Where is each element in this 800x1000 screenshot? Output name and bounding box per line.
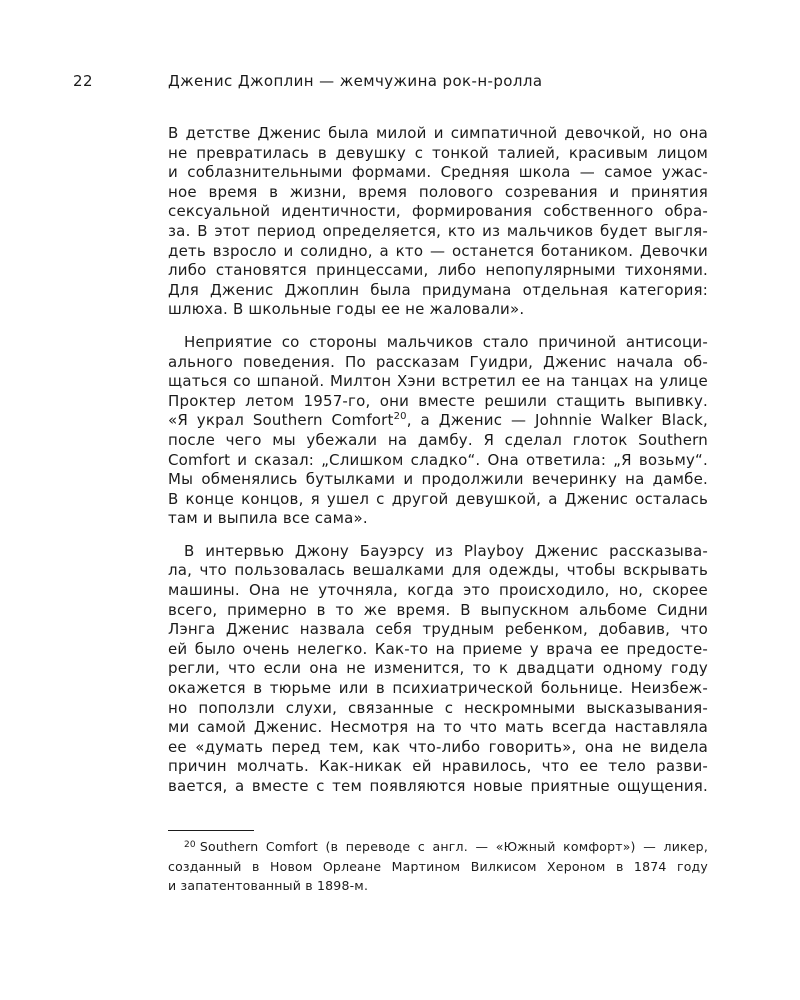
- text-line: ми самой Дженис. Несмотря на то что мать всегда наставляла: [168, 718, 708, 737]
- text-line: окажется в тюрьме или в психиатрической больнице. Неизбеж-: [168, 679, 708, 698]
- footnote-line: и запатентованный в 1898-м.: [168, 878, 369, 894]
- text-line-with-footnote-ref: [168, 411, 708, 431]
- text-line: ла, что пользовалась вешалками для одежды, чтобы вскрывать: [168, 561, 708, 580]
- text-line: сексуальной идентичности, формирования собственного обра-: [168, 202, 708, 221]
- page-number: 22: [73, 72, 94, 90]
- text-line: ей было очень нелегко. Как-то на приеме у врача ее предосте-: [168, 639, 708, 658]
- footnote-reference[interactable]: 20: [393, 411, 407, 423]
- text-line: Проктер летом 1957-го, они вместе решили стащить выпивку.: [168, 391, 708, 410]
- footnote-text: Southern Comfort (в переводе с англ. — «Южный комфорт») — ликер,: [199, 839, 708, 854]
- footnote-line: [168, 837, 708, 857]
- text-line: В детстве Дженис была милой и симпатичной девочкой, но она: [168, 124, 708, 142]
- footnote-line: созданный в Новом Орлеане Мартином Вилкисом Хероном в 1874 году: [168, 858, 708, 874]
- text-line: регли, что если она не изменится, то к двадцати одному году: [168, 659, 708, 678]
- body-text: [168, 124, 708, 810]
- text-line: В интервью Джону Бауэрсу из Playboy Дженис рассказыва-: [184, 541, 708, 560]
- footnote: [168, 837, 708, 896]
- paragraph-3: [168, 542, 708, 797]
- text-line: Comfort и сказал: „Слишком сладко“. Она ответила: „Я возьму“.: [168, 450, 708, 469]
- text-line: вается, а вместе с тем появляются новые приятные ощущения.: [168, 777, 708, 795]
- footnote-number: 20: [184, 840, 196, 850]
- text-line: ального поведения. По рассказам Гуидри, Дженис начала об-: [168, 352, 708, 371]
- text-line: всего, примерно в то же время. В выпускном альбоме Сидни: [168, 600, 708, 619]
- text-line: шлюха. В школьные годы ее не жаловали».: [168, 300, 525, 319]
- text-line: за. В этот период определяется, кто из мальчиков будет выгля-: [168, 221, 708, 240]
- paragraph-2: [168, 333, 708, 529]
- text-segment: , а Дженис — Johnnie Walker Black,: [406, 411, 708, 430]
- text-line: деть взросло и солидно, а кто — останется ботаником. Девочки: [168, 241, 708, 260]
- text-line: Неприятие со стороны мальчиков стало причиной антисоци-: [184, 332, 708, 351]
- text-line: В конце концов, я ушел с другой девушкой, а Дженис осталась: [168, 489, 708, 508]
- text-line: ее «думать перед тем, как что-либо говорить», она не видела: [168, 737, 708, 756]
- text-line: щаться со шпаной. Милтон Хэни встретил ее на танцах на улице: [168, 372, 708, 391]
- text-line: либо становятся принцессами, либо непопулярными тихонями.: [168, 261, 708, 280]
- text-segment: «Я украл Southern Comfort: [168, 411, 394, 430]
- text-line: и соблазнительными формами. Средняя школа — самое ужас-: [168, 163, 708, 182]
- paragraph-1: [168, 124, 708, 320]
- running-header: Дженис Джоплин — жемчужина рок-н-ролла: [168, 72, 543, 90]
- text-line: причин молчать. Как-никак ей нравилось, что ее тело разви-: [168, 757, 708, 776]
- text-line: Мы обменялись бутылками и продолжили вечеринку на дамбе.: [168, 470, 708, 489]
- text-line: ное время в жизни, время полового созревания и принятия: [168, 182, 708, 201]
- text-line: после чего мы убежали на дамбу. Я сделал глоток Southern: [168, 430, 708, 449]
- text-line: там и выпила все сама».: [168, 509, 368, 528]
- text-line: не превратилась в девушку с тонкой талией, красивым лицом: [168, 143, 708, 162]
- text-line: машины. Она не уточняла, когда это происходило, но, скорее: [168, 581, 708, 600]
- text-line: Для Дженис Джоплин была придумана отдельная категория:: [168, 280, 708, 299]
- text-line: Лэнга Дженис назвала себя трудным ребенком, добавив, что: [168, 620, 708, 639]
- footnote-divider: [168, 830, 254, 831]
- text-line: но поползли слухи, связанные с нескромными высказывания-: [168, 698, 708, 717]
